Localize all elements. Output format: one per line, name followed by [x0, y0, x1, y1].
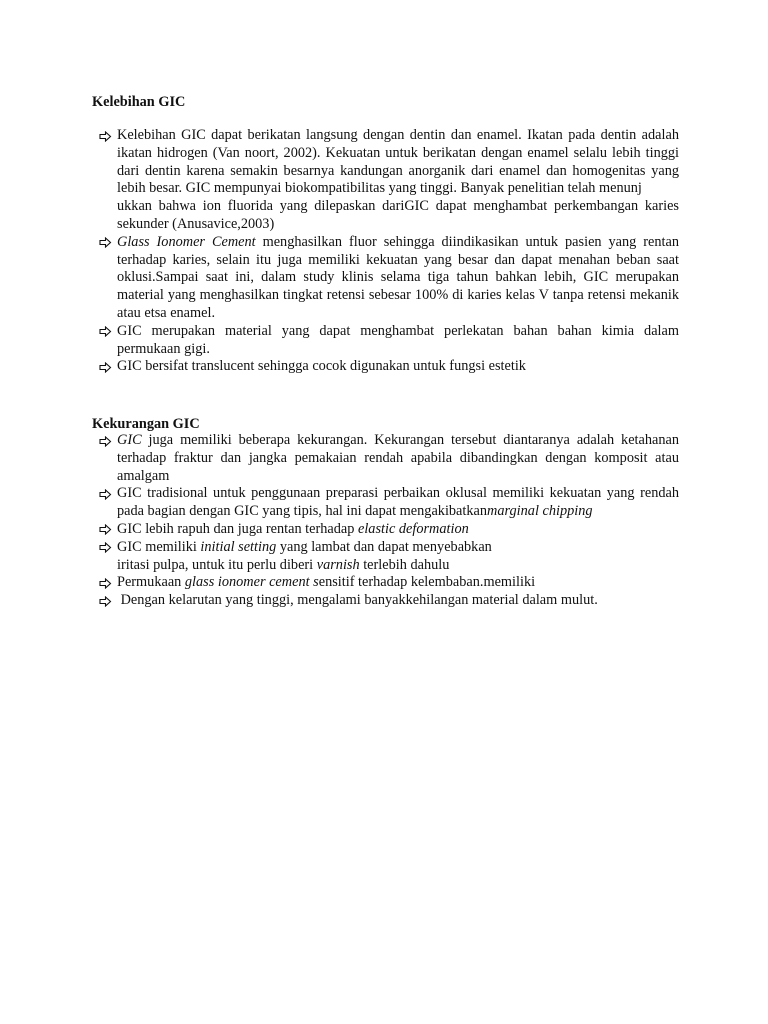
heading-kelebihan: Kelebihan GIC [92, 94, 186, 110]
item-italic-text: elastic deformation [357, 520, 469, 537]
arrow-bullet-icon [99, 127, 115, 145]
list-item [99, 323, 679, 359]
list-item [99, 432, 679, 485]
arrow-bullet-icon [99, 592, 115, 610]
item-text: terlebih dahulu [359, 556, 450, 573]
arrow-bullet-icon [99, 358, 115, 376]
item-text-part-2: lebih besar. GIC mempunyai biokompatibilitas yang tinggi. Banyak penelitian telah menunj [117, 180, 642, 197]
item-text: juga memiliki beberapa kekurangan. Kekurangan tersebut diantaranya adalah ketahanan terhadap fraktur dan jangka pemakaian rendah apabila dibandingkan dengan komposit atau amalgam [117, 432, 679, 484]
arrow-bullet-icon [99, 574, 115, 592]
item-text: Dengan kelarutan yang tinggi, mengalami banyakkehilangan material dalam mulut. [117, 592, 598, 609]
kelebihan-list [99, 127, 679, 376]
item-text: GIC memiliki [117, 538, 201, 555]
list-item [99, 485, 679, 521]
item-text: ensitif terhadap kelembaban.memiliki [318, 574, 536, 591]
item-italic-text: marginal chipping [487, 503, 593, 520]
item-text-part-1: Kelebihan GIC dapat berikatan langsung dengan dentin dan enamel. Ikatan pada dentin adalah ikatan hidrogen (Van noort, 2002). Kekuatan untuk berikatan dengan enamel selalu lebih tinggi dari dentin karena semakin besarnya kandungan anorganik dari enamel dan homogenitas yang [117, 127, 679, 179]
item-italic-text: GIC [117, 432, 142, 448]
item-text: iritasi pulpa, untuk itu perlu diberi [117, 556, 317, 573]
arrow-bullet-icon [99, 539, 115, 557]
list-item [99, 521, 679, 539]
item-text-part-3: ukkan bahwa ion fluorida yang dilepaskan dariGIC dapat menghambat perkembangan karies sekunder (Anusavice,2003) [117, 198, 679, 232]
item-italic-text: varnish [316, 556, 360, 573]
item-text: Permukaan [117, 574, 185, 591]
list-item [99, 358, 679, 376]
item-italic-text: glass ionomer cement s [184, 574, 319, 591]
item-italic-text: Glass Ionomer Cement [117, 233, 256, 250]
arrow-bullet-icon [99, 323, 115, 341]
list-item [99, 539, 679, 575]
item-text: menghasilkan fluor sehingga diindikasikan untuk pasien yang rentan terhadap karies, selain itu juga memiliki kekuatan yang besar dan dapat menahan beban saat oklusi.Sampai saat ini, dalam study klinis selama tiga tahun bahkan lebih, GIC merupakan material yang menghasilkan tingkat retensi sebesar 100% di karies kelas V tanpa retensi mekanik atau etsa enamel. [117, 233, 679, 321]
list-item [99, 592, 679, 610]
list-item [99, 234, 679, 323]
kekurangan-list [99, 432, 679, 610]
arrow-bullet-icon [99, 521, 115, 539]
item-text: GIC bersifat translucent sehingga cocok digunakan untuk fungsi estetik [117, 358, 526, 375]
list-item [99, 127, 679, 234]
item-italic-text: initial setting [200, 538, 277, 555]
arrow-bullet-icon [99, 485, 115, 503]
item-text: GIC tradisional untuk penggunaan preparasi perbaikan oklusal memiliki kekuatan yang rendah pada bagian dengan GIC yang tipis, hal ini dapat mengakibatkan [117, 485, 679, 520]
heading-kekurangan: Kekurangan GIC [92, 416, 200, 432]
arrow-bullet-icon [99, 234, 115, 252]
item-text: GIC merupakan material yang dapat menghambat perlekatan bahan bahan kimia dalam permukaan gigi. [117, 322, 679, 357]
item-text: GIC lebih rapuh dan juga rentan terhadap [117, 520, 358, 537]
arrow-bullet-icon [99, 432, 115, 450]
item-text: yang lambat dan dapat menyebabkan [276, 538, 492, 555]
list-item [99, 574, 679, 592]
